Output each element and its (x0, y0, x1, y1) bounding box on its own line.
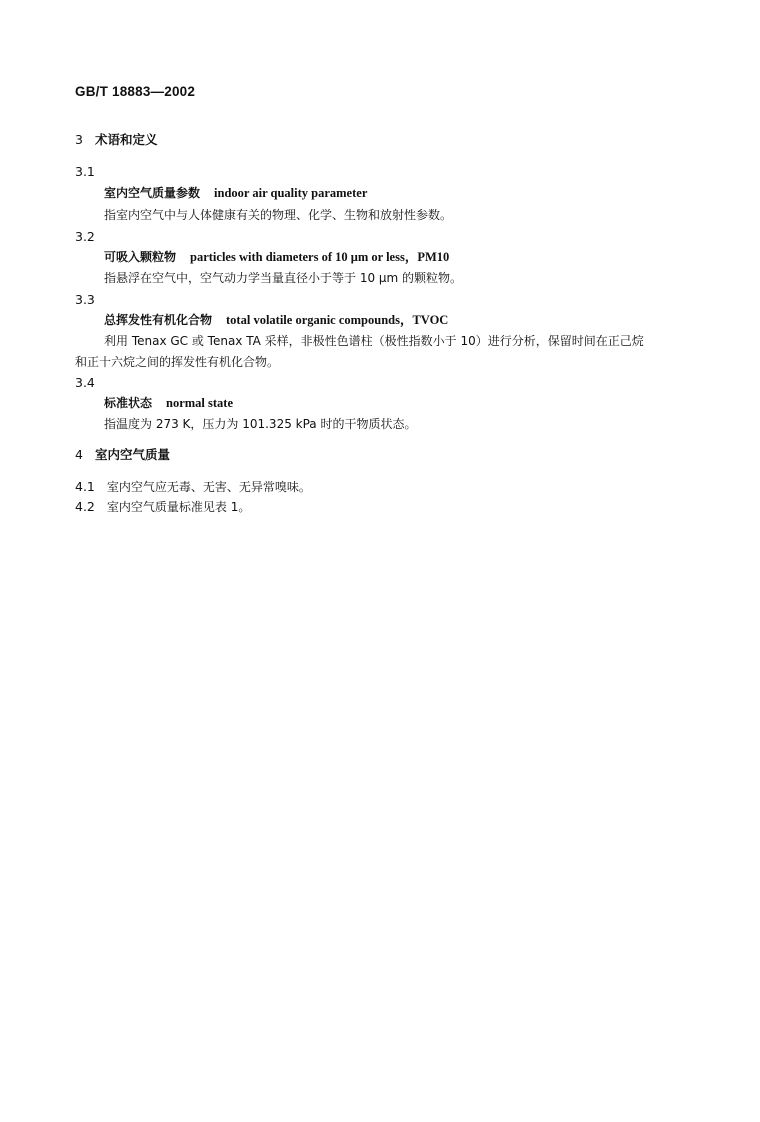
term-line (104, 312, 448, 328)
term-en: particles with diameters of 10 μm or less，PM10 (190, 250, 450, 264)
clause-number: 3.3 (75, 292, 95, 307)
section-title: 室内空气质量 (94, 447, 170, 462)
clause-number: 3.4 (75, 375, 95, 390)
section-number: 4 (75, 447, 83, 462)
term-zh: 室内空气质量参数 (104, 186, 201, 200)
clause-number: 3.1 (75, 164, 95, 179)
definition-text: 指室内空气中与人体健康有关的物理、化学、生物和放射性参数。 (104, 208, 453, 222)
clause-text: 室内空气应无毒、无害、无异常嗅味。 (106, 480, 311, 494)
term-line (104, 185, 367, 201)
section-3-heading (75, 132, 157, 148)
definition-text: 利用 Tenax GC 或 Tenax TA 采样，非极性色谱柱（极性指数小于 10）进行分析，保留时间在正己烷 (104, 334, 644, 348)
clause-4-2 (75, 499, 250, 515)
definition-text: 指温度为 273 K，压力为 101.325 kPa 时的干物质状态。 (104, 417, 417, 431)
term-line (104, 395, 233, 411)
clause-number: 4.2 (75, 499, 95, 514)
section-4-heading (75, 447, 170, 463)
standard-code: GB/T 18883—2002 (75, 84, 196, 99)
clause-text: 室内空气质量标准见表 1。 (106, 500, 251, 514)
term-zh: 总挥发性有机化合物 (104, 313, 213, 327)
clause-number: 4.1 (75, 479, 95, 494)
term-en: normal state (166, 396, 234, 410)
section-title: 术语和定义 (94, 132, 158, 147)
clause-4-1 (75, 479, 311, 495)
definition-text: 和正十六烷之间的挥发性有机化合物。 (75, 355, 280, 369)
term-line (104, 249, 449, 265)
term-en: total volatile organic compounds，TVOC (226, 313, 449, 327)
clause-number: 3.2 (75, 229, 95, 244)
section-number: 3 (75, 132, 83, 147)
term-en: indoor air quality parameter (214, 186, 368, 200)
term-zh: 可吸入颗粒物 (104, 250, 177, 264)
definition-text: 指悬浮在空气中，空气动力学当量直径小于等于 10 μm 的颗粒物。 (104, 271, 463, 285)
term-zh: 标准状态 (104, 396, 153, 410)
